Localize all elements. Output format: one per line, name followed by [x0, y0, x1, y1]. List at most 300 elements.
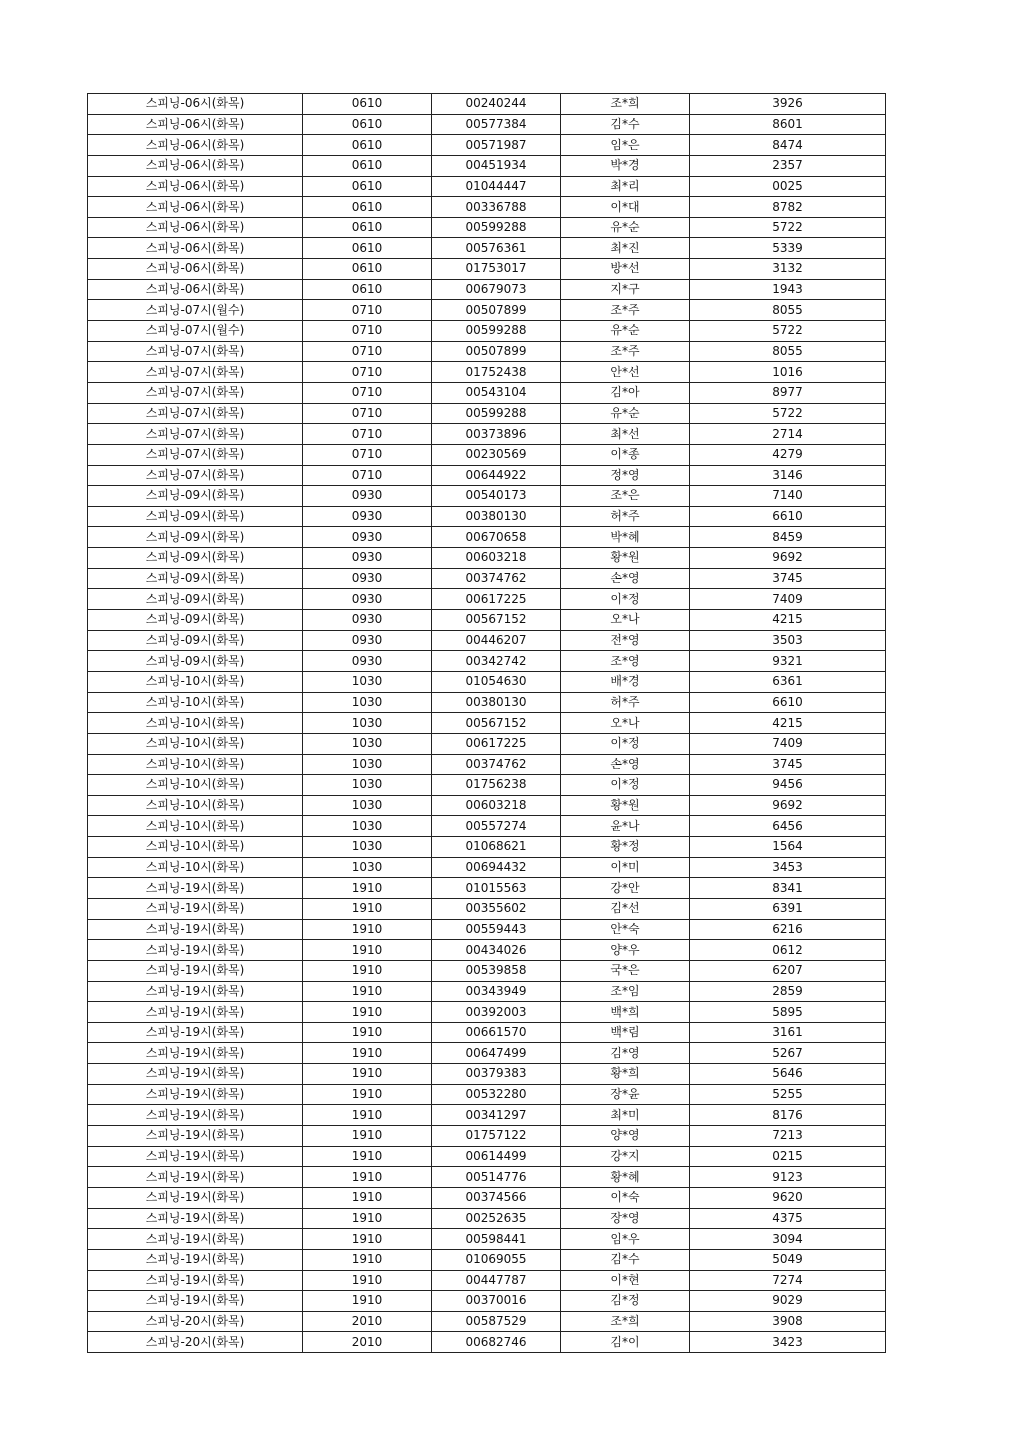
member-id-cell: 00374762 — [432, 568, 561, 589]
table-row — [88, 940, 886, 961]
member-name-cell: 장*윤 — [561, 1084, 690, 1105]
table-row — [88, 486, 886, 507]
class-code-cell: 1030 — [303, 775, 432, 796]
table-row — [88, 795, 886, 816]
phone-suffix-cell: 3745 — [690, 568, 886, 589]
class-code-cell: 1910 — [303, 1064, 432, 1085]
phone-suffix-cell: 4215 — [690, 610, 886, 631]
member-id-cell: 00661570 — [432, 1022, 561, 1043]
class-code-cell: 0610 — [303, 279, 432, 300]
member-name-cell: 오*나 — [561, 610, 690, 631]
table-row — [88, 1229, 886, 1250]
phone-suffix-cell: 8474 — [690, 135, 886, 156]
member-name-cell: 이*종 — [561, 444, 690, 465]
table-row — [88, 960, 886, 981]
member-name-cell: 강*지 — [561, 1146, 690, 1167]
phone-suffix-cell: 9620 — [690, 1187, 886, 1208]
phone-suffix-cell: 9456 — [690, 775, 886, 796]
class-name-cell: 스피닝-06시(화목) — [88, 94, 303, 115]
class-name-cell: 스피닝-19시(화목) — [88, 898, 303, 919]
table-row — [88, 610, 886, 631]
member-name-cell: 안*선 — [561, 362, 690, 383]
member-name-cell: 황*혜 — [561, 1167, 690, 1188]
table-row — [88, 94, 886, 115]
table-row — [88, 279, 886, 300]
table-row — [88, 713, 886, 734]
table-row — [88, 1043, 886, 1064]
member-id-cell: 00507899 — [432, 300, 561, 321]
class-name-cell: 스피닝-10시(화목) — [88, 775, 303, 796]
member-id-cell: 00567152 — [432, 713, 561, 734]
table-row — [88, 217, 886, 238]
table-row — [88, 671, 886, 692]
phone-suffix-cell: 5339 — [690, 238, 886, 259]
table-row — [88, 114, 886, 135]
class-name-cell: 스피닝-06시(화목) — [88, 114, 303, 135]
class-code-cell: 1910 — [303, 1084, 432, 1105]
member-id-cell: 00514776 — [432, 1167, 561, 1188]
table-row — [88, 1002, 886, 1023]
class-name-cell: 스피닝-20시(화목) — [88, 1332, 303, 1353]
class-name-cell: 스피닝-19시(화목) — [88, 1167, 303, 1188]
class-code-cell: 0710 — [303, 362, 432, 383]
class-name-cell: 스피닝-10시(화목) — [88, 713, 303, 734]
class-name-cell: 스피닝-19시(화목) — [88, 878, 303, 899]
class-code-cell: 0930 — [303, 589, 432, 610]
class-code-cell: 1910 — [303, 1291, 432, 1312]
member-id-cell: 00447787 — [432, 1270, 561, 1291]
class-code-cell: 1030 — [303, 671, 432, 692]
class-name-cell: 스피닝-20시(화목) — [88, 1311, 303, 1332]
member-id-cell: 00599288 — [432, 217, 561, 238]
class-code-cell: 1910 — [303, 1022, 432, 1043]
class-code-cell: 0930 — [303, 610, 432, 631]
phone-suffix-cell: 3423 — [690, 1332, 886, 1353]
phone-suffix-cell: 9692 — [690, 795, 886, 816]
member-id-cell: 01752438 — [432, 362, 561, 383]
member-name-cell: 최*미 — [561, 1105, 690, 1126]
class-code-cell: 1910 — [303, 1167, 432, 1188]
class-code-cell: 0610 — [303, 217, 432, 238]
class-code-cell: 0930 — [303, 506, 432, 527]
class-name-cell: 스피닝-07시(화목) — [88, 382, 303, 403]
member-id-cell: 00373896 — [432, 424, 561, 445]
class-code-cell: 0710 — [303, 444, 432, 465]
member-name-cell: 조*은 — [561, 486, 690, 507]
class-name-cell: 스피닝-09시(화목) — [88, 589, 303, 610]
phone-suffix-cell: 5722 — [690, 217, 886, 238]
class-code-cell: 1030 — [303, 692, 432, 713]
class-code-cell: 2010 — [303, 1311, 432, 1332]
class-name-cell: 스피닝-07시(화목) — [88, 444, 303, 465]
table-row — [88, 1270, 886, 1291]
table-row — [88, 733, 886, 754]
table-row — [88, 548, 886, 569]
member-id-cell: 00540173 — [432, 486, 561, 507]
phone-suffix-cell: 8977 — [690, 382, 886, 403]
member-id-cell: 00374762 — [432, 754, 561, 775]
table-row — [88, 238, 886, 259]
phone-suffix-cell: 5722 — [690, 403, 886, 424]
class-code-cell: 1030 — [303, 754, 432, 775]
class-code-cell: 0930 — [303, 486, 432, 507]
class-name-cell: 스피닝-09시(화목) — [88, 506, 303, 527]
phone-suffix-cell: 9321 — [690, 651, 886, 672]
table-row — [88, 1249, 886, 1270]
class-code-cell: 0710 — [303, 424, 432, 445]
member-id-cell: 01068621 — [432, 837, 561, 858]
class-name-cell: 스피닝-09시(화목) — [88, 527, 303, 548]
class-name-cell: 스피닝-06시(화목) — [88, 238, 303, 259]
member-name-cell: 김*선 — [561, 898, 690, 919]
table-row — [88, 1187, 886, 1208]
member-name-cell: 이*숙 — [561, 1187, 690, 1208]
table-row — [88, 135, 886, 156]
member-id-cell: 01015563 — [432, 878, 561, 899]
table-row — [88, 568, 886, 589]
class-code-cell: 0930 — [303, 630, 432, 651]
table-row — [88, 775, 886, 796]
class-code-cell: 0710 — [303, 300, 432, 321]
member-name-cell: 양*우 — [561, 940, 690, 961]
member-name-cell: 김*이 — [561, 1332, 690, 1353]
class-name-cell: 스피닝-10시(화목) — [88, 816, 303, 837]
member-name-cell: 지*구 — [561, 279, 690, 300]
member-id-cell: 00507899 — [432, 341, 561, 362]
member-name-cell: 오*나 — [561, 713, 690, 734]
member-name-cell: 조*영 — [561, 651, 690, 672]
member-id-cell: 00682746 — [432, 1332, 561, 1353]
member-id-cell: 01069055 — [432, 1249, 561, 1270]
class-name-cell: 스피닝-07시(화목) — [88, 465, 303, 486]
member-name-cell: 국*은 — [561, 960, 690, 981]
class-name-cell: 스피닝-09시(화목) — [88, 568, 303, 589]
class-name-cell: 스피닝-06시(화목) — [88, 135, 303, 156]
class-name-cell: 스피닝-07시(월수) — [88, 300, 303, 321]
member-name-cell: 박*경 — [561, 155, 690, 176]
class-code-cell: 1030 — [303, 857, 432, 878]
member-id-cell: 00614499 — [432, 1146, 561, 1167]
phone-suffix-cell: 5722 — [690, 321, 886, 342]
member-id-cell: 00571987 — [432, 135, 561, 156]
class-code-cell: 1030 — [303, 816, 432, 837]
table-row — [88, 527, 886, 548]
member-name-cell: 이*정 — [561, 775, 690, 796]
member-id-cell: 00343949 — [432, 981, 561, 1002]
phone-suffix-cell: 5049 — [690, 1249, 886, 1270]
class-name-cell: 스피닝-19시(화목) — [88, 940, 303, 961]
table-row — [88, 1022, 886, 1043]
class-name-cell: 스피닝-19시(화목) — [88, 1208, 303, 1229]
class-name-cell: 스피닝-07시(화목) — [88, 424, 303, 445]
member-id-cell: 00679073 — [432, 279, 561, 300]
member-id-cell: 00599288 — [432, 321, 561, 342]
table-row — [88, 692, 886, 713]
member-name-cell: 유*순 — [561, 403, 690, 424]
member-name-cell: 조*임 — [561, 981, 690, 1002]
class-code-cell: 0930 — [303, 568, 432, 589]
member-name-cell: 조*희 — [561, 94, 690, 115]
member-name-cell: 김*수 — [561, 1249, 690, 1270]
phone-suffix-cell: 4215 — [690, 713, 886, 734]
table-row — [88, 259, 886, 280]
spreadsheet-page — [87, 93, 885, 1353]
phone-suffix-cell: 6456 — [690, 816, 886, 837]
member-name-cell: 이*정 — [561, 589, 690, 610]
member-name-cell: 방*선 — [561, 259, 690, 280]
member-id-cell: 01757122 — [432, 1126, 561, 1147]
class-code-cell: 0710 — [303, 403, 432, 424]
table-row — [88, 1167, 886, 1188]
member-name-cell: 백*림 — [561, 1022, 690, 1043]
class-name-cell: 스피닝-10시(화목) — [88, 692, 303, 713]
member-name-cell: 장*영 — [561, 1208, 690, 1229]
table-row — [88, 651, 886, 672]
member-id-cell: 00617225 — [432, 733, 561, 754]
phone-suffix-cell: 5895 — [690, 1002, 886, 1023]
phone-suffix-cell: 3908 — [690, 1311, 886, 1332]
class-name-cell: 스피닝-09시(화목) — [88, 610, 303, 631]
table-row — [88, 857, 886, 878]
table-row — [88, 321, 886, 342]
class-code-cell: 1910 — [303, 981, 432, 1002]
phone-suffix-cell: 0612 — [690, 940, 886, 961]
class-code-cell: 0930 — [303, 527, 432, 548]
table-row — [88, 1208, 886, 1229]
class-name-cell: 스피닝-19시(화목) — [88, 1084, 303, 1105]
class-code-cell: 1910 — [303, 1208, 432, 1229]
class-name-cell: 스피닝-09시(화목) — [88, 548, 303, 569]
member-name-cell: 조*희 — [561, 1311, 690, 1332]
member-id-cell: 01044447 — [432, 176, 561, 197]
phone-suffix-cell: 0215 — [690, 1146, 886, 1167]
member-id-cell: 00532280 — [432, 1084, 561, 1105]
class-code-cell: 1910 — [303, 1146, 432, 1167]
class-code-cell: 1910 — [303, 1105, 432, 1126]
class-name-cell: 스피닝-06시(화목) — [88, 217, 303, 238]
member-name-cell: 윤*나 — [561, 816, 690, 837]
class-name-cell: 스피닝-06시(화목) — [88, 259, 303, 280]
class-name-cell: 스피닝-19시(화목) — [88, 1146, 303, 1167]
table-row — [88, 155, 886, 176]
class-code-cell: 1910 — [303, 1043, 432, 1064]
table-row — [88, 197, 886, 218]
member-id-cell: 00374566 — [432, 1187, 561, 1208]
class-code-cell: 2010 — [303, 1332, 432, 1353]
class-name-cell: 스피닝-19시(화목) — [88, 1270, 303, 1291]
member-id-cell: 00694432 — [432, 857, 561, 878]
table-row — [88, 837, 886, 858]
table-row — [88, 300, 886, 321]
member-id-cell: 00647499 — [432, 1043, 561, 1064]
phone-suffix-cell: 3745 — [690, 754, 886, 775]
phone-suffix-cell: 8176 — [690, 1105, 886, 1126]
class-code-cell: 1030 — [303, 733, 432, 754]
member-id-cell: 00370016 — [432, 1291, 561, 1312]
phone-suffix-cell: 3161 — [690, 1022, 886, 1043]
class-name-cell: 스피닝-10시(화목) — [88, 837, 303, 858]
member-id-cell: 01054630 — [432, 671, 561, 692]
member-id-cell: 00252635 — [432, 1208, 561, 1229]
class-name-cell: 스피닝-19시(화목) — [88, 1126, 303, 1147]
class-name-cell: 스피닝-07시(화목) — [88, 341, 303, 362]
class-code-cell: 1030 — [303, 837, 432, 858]
member-id-cell: 00434026 — [432, 940, 561, 961]
class-code-cell: 0710 — [303, 382, 432, 403]
phone-suffix-cell: 6361 — [690, 671, 886, 692]
member-id-cell: 00379383 — [432, 1064, 561, 1085]
table-row — [88, 589, 886, 610]
class-name-cell: 스피닝-06시(화목) — [88, 279, 303, 300]
member-id-cell: 00446207 — [432, 630, 561, 651]
table-row — [88, 341, 886, 362]
member-name-cell: 유*순 — [561, 321, 690, 342]
member-name-cell: 황*원 — [561, 548, 690, 569]
phone-suffix-cell: 5646 — [690, 1064, 886, 1085]
table-row — [88, 465, 886, 486]
table-row — [88, 176, 886, 197]
table-row — [88, 630, 886, 651]
phone-suffix-cell: 9692 — [690, 548, 886, 569]
class-name-cell: 스피닝-06시(화목) — [88, 176, 303, 197]
phone-suffix-cell: 8459 — [690, 527, 886, 548]
class-code-cell: 1910 — [303, 940, 432, 961]
table-row — [88, 382, 886, 403]
table-row — [88, 919, 886, 940]
member-name-cell: 손*영 — [561, 754, 690, 775]
phone-suffix-cell: 7409 — [690, 733, 886, 754]
class-code-cell: 1910 — [303, 878, 432, 899]
member-name-cell: 유*순 — [561, 217, 690, 238]
phone-suffix-cell: 5267 — [690, 1043, 886, 1064]
class-name-cell: 스피닝-19시(화목) — [88, 1002, 303, 1023]
member-name-cell: 임*은 — [561, 135, 690, 156]
member-id-cell: 00559443 — [432, 919, 561, 940]
class-code-cell: 0930 — [303, 651, 432, 672]
phone-suffix-cell: 3926 — [690, 94, 886, 115]
phone-suffix-cell: 3453 — [690, 857, 886, 878]
class-code-cell: 0610 — [303, 155, 432, 176]
class-name-cell: 스피닝-19시(화목) — [88, 1043, 303, 1064]
member-id-cell: 00587529 — [432, 1311, 561, 1332]
table-row — [88, 898, 886, 919]
table-row — [88, 1332, 886, 1353]
class-code-cell: 1910 — [303, 919, 432, 940]
member-id-cell: 00341297 — [432, 1105, 561, 1126]
phone-suffix-cell: 6207 — [690, 960, 886, 981]
table-row — [88, 403, 886, 424]
phone-suffix-cell: 2859 — [690, 981, 886, 1002]
member-id-cell: 00567152 — [432, 610, 561, 631]
phone-suffix-cell: 3146 — [690, 465, 886, 486]
class-name-cell: 스피닝-07시(월수) — [88, 321, 303, 342]
member-name-cell: 최*선 — [561, 424, 690, 445]
class-name-cell: 스피닝-09시(화목) — [88, 486, 303, 507]
class-name-cell: 스피닝-10시(화목) — [88, 795, 303, 816]
table-row — [88, 362, 886, 383]
member-id-cell: 00617225 — [432, 589, 561, 610]
member-id-cell: 01756238 — [432, 775, 561, 796]
phone-suffix-cell: 7409 — [690, 589, 886, 610]
class-name-cell: 스피닝-07시(화목) — [88, 362, 303, 383]
member-id-cell: 00603218 — [432, 548, 561, 569]
phone-suffix-cell: 7274 — [690, 1270, 886, 1291]
member-id-cell: 00392003 — [432, 1002, 561, 1023]
table-row — [88, 1064, 886, 1085]
member-name-cell: 전*영 — [561, 630, 690, 651]
class-name-cell: 스피닝-19시(화목) — [88, 960, 303, 981]
phone-suffix-cell: 6216 — [690, 919, 886, 940]
class-code-cell: 0610 — [303, 94, 432, 115]
member-id-cell: 00576361 — [432, 238, 561, 259]
member-id-cell: 01753017 — [432, 259, 561, 280]
table-row — [88, 1146, 886, 1167]
phone-suffix-cell: 1943 — [690, 279, 886, 300]
phone-suffix-cell: 4279 — [690, 444, 886, 465]
phone-suffix-cell: 7213 — [690, 1126, 886, 1147]
class-code-cell: 1910 — [303, 898, 432, 919]
table-row — [88, 506, 886, 527]
class-name-cell: 스피닝-10시(화목) — [88, 733, 303, 754]
class-code-cell: 0710 — [303, 321, 432, 342]
member-id-cell: 00670658 — [432, 527, 561, 548]
member-name-cell: 강*안 — [561, 878, 690, 899]
phone-suffix-cell: 4375 — [690, 1208, 886, 1229]
table-row — [88, 1084, 886, 1105]
member-table — [87, 93, 886, 1353]
class-code-cell: 0710 — [303, 341, 432, 362]
member-name-cell: 정*영 — [561, 465, 690, 486]
table-row — [88, 1126, 886, 1147]
class-code-cell: 0610 — [303, 238, 432, 259]
member-id-cell: 00557274 — [432, 816, 561, 837]
class-name-cell: 스피닝-19시(화목) — [88, 1291, 303, 1312]
phone-suffix-cell: 2357 — [690, 155, 886, 176]
member-name-cell: 최*진 — [561, 238, 690, 259]
member-id-cell: 00342742 — [432, 651, 561, 672]
class-code-cell: 1030 — [303, 795, 432, 816]
class-code-cell: 0610 — [303, 135, 432, 156]
member-id-cell: 00380130 — [432, 692, 561, 713]
class-name-cell: 스피닝-10시(화목) — [88, 857, 303, 878]
member-id-cell: 00380130 — [432, 506, 561, 527]
table-row — [88, 878, 886, 899]
member-id-cell: 00577384 — [432, 114, 561, 135]
member-name-cell: 이*정 — [561, 733, 690, 754]
phone-suffix-cell: 6610 — [690, 506, 886, 527]
member-name-cell: 허*주 — [561, 506, 690, 527]
class-name-cell: 스피닝-06시(화목) — [88, 155, 303, 176]
table-row — [88, 1105, 886, 1126]
member-name-cell: 손*영 — [561, 568, 690, 589]
class-code-cell: 1030 — [303, 713, 432, 734]
member-name-cell: 배*경 — [561, 671, 690, 692]
class-name-cell: 스피닝-09시(화목) — [88, 651, 303, 672]
member-name-cell: 안*숙 — [561, 919, 690, 940]
phone-suffix-cell: 9123 — [690, 1167, 886, 1188]
table-row — [88, 754, 886, 775]
class-code-cell: 0930 — [303, 548, 432, 569]
class-name-cell: 스피닝-09시(화목) — [88, 630, 303, 651]
member-name-cell: 김*아 — [561, 382, 690, 403]
class-name-cell: 스피닝-10시(화목) — [88, 754, 303, 775]
table-row — [88, 981, 886, 1002]
member-name-cell: 백*희 — [561, 1002, 690, 1023]
class-name-cell: 스피닝-19시(화목) — [88, 919, 303, 940]
phone-suffix-cell: 5255 — [690, 1084, 886, 1105]
phone-suffix-cell: 8601 — [690, 114, 886, 135]
class-name-cell: 스피닝-07시(화목) — [88, 403, 303, 424]
